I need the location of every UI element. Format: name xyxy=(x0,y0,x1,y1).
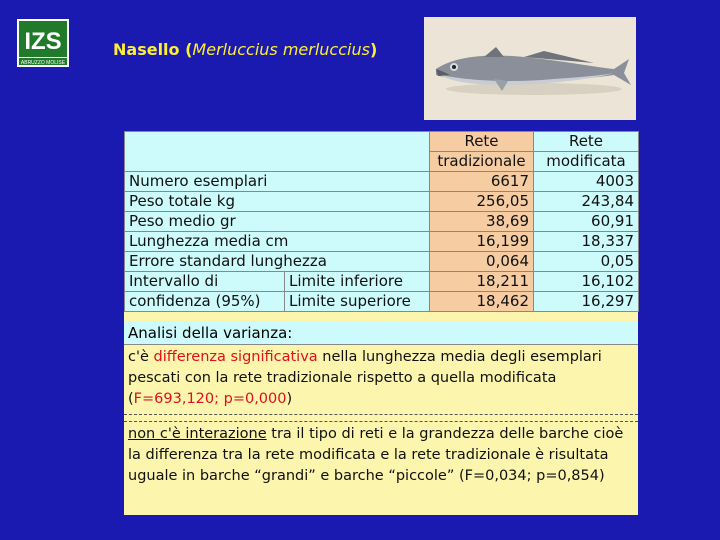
table-row xyxy=(125,172,639,192)
dashed-divider xyxy=(124,421,638,422)
izs-logo xyxy=(16,18,70,68)
table-row xyxy=(125,252,639,272)
analysis-paragraph-interaction xyxy=(124,424,638,512)
row-value-modificata: 4003 xyxy=(534,172,639,192)
row-value-tradizionale: 0,064 xyxy=(430,252,534,272)
hake-photo xyxy=(424,17,636,120)
empty-header-cell xyxy=(125,132,430,172)
page-title: Nasello (Merluccius merluccius) xyxy=(113,40,378,59)
row-label: Peso medio gr xyxy=(125,212,430,232)
p2-text: tra il tipo di reti e la grandezza delle barche cioè la differenza tra la rete modificata e la rete tradizionale è risultata uguale in barche “grandi” e barche “piccole” (F=0,034; p=0,854) xyxy=(128,426,624,484)
row-label: Numero esemplari xyxy=(125,172,430,192)
row-label: Lunghezza media cm xyxy=(125,232,430,252)
analysis-heading: Analisi della varianza: xyxy=(124,321,638,345)
header-rete-modificata-line2: modificata xyxy=(534,152,639,172)
table-header-row xyxy=(125,132,639,152)
row-value-tradizionale: 256,05 xyxy=(430,192,534,212)
row-value-modificata: 18,337 xyxy=(534,232,639,252)
p1-highlight-stats: F=693,120; p=0,000 xyxy=(133,391,287,407)
p1-text-1: c'è xyxy=(128,349,154,365)
interval-lower-modificata: 16,102 xyxy=(534,272,639,292)
row-value-tradizionale: 16,199 xyxy=(430,232,534,252)
header-rete-tradizionale-line1: Rete xyxy=(430,132,534,152)
p1-highlight-significance: differenza significativa xyxy=(153,349,318,365)
row-value-tradizionale: 6617 xyxy=(430,172,534,192)
svg-text:ABRUZZO MOLISE: ABRUZZO MOLISE xyxy=(20,60,66,66)
header-rete-modificata-line1: Rete xyxy=(534,132,639,152)
table-row xyxy=(125,212,639,232)
row-value-modificata: 60,91 xyxy=(534,212,639,232)
row-value-tradizionale: 38,69 xyxy=(430,212,534,232)
p2-underlined-text: non c'è interazione xyxy=(128,426,267,442)
dashed-divider xyxy=(124,414,638,415)
analysis-paragraph-significance xyxy=(124,347,638,413)
row-value-modificata: 0,05 xyxy=(534,252,639,272)
interval-upper-label: Limite superiore xyxy=(285,292,430,312)
title-common-name: Nasello xyxy=(113,40,180,59)
header-rete-tradizionale-line2: tradizionale xyxy=(430,152,534,172)
row-label: Peso totale kg xyxy=(125,192,430,212)
row-label: Errore standard lunghezza xyxy=(125,252,430,272)
data-sheet xyxy=(124,131,638,515)
interval-lower-label: Limite inferiore xyxy=(285,272,430,292)
title-scientific-name: Merluccius merluccius xyxy=(192,40,370,59)
p1-text-2: nella lunghezza media degli esemplari pescati con la rete tradizionale rispetto a quella modificata ( xyxy=(128,349,602,407)
svg-text:IZS: IZS xyxy=(24,28,62,55)
interval-upper-modificata: 16,297 xyxy=(534,292,639,312)
interval-upper-tradizionale: 18,462 xyxy=(430,292,534,312)
comparison-table xyxy=(124,131,639,312)
row-value-modificata: 243,84 xyxy=(534,192,639,212)
p1-text-3: ) xyxy=(286,391,293,407)
table-row xyxy=(125,232,639,252)
interval-label-line2: confidenza (95%) xyxy=(125,292,285,312)
interval-lower-tradizionale: 18,211 xyxy=(430,272,534,292)
table-row xyxy=(125,272,639,292)
table-row xyxy=(125,192,639,212)
interval-label-line1: Intervallo di xyxy=(125,272,285,292)
table-row xyxy=(125,292,639,312)
